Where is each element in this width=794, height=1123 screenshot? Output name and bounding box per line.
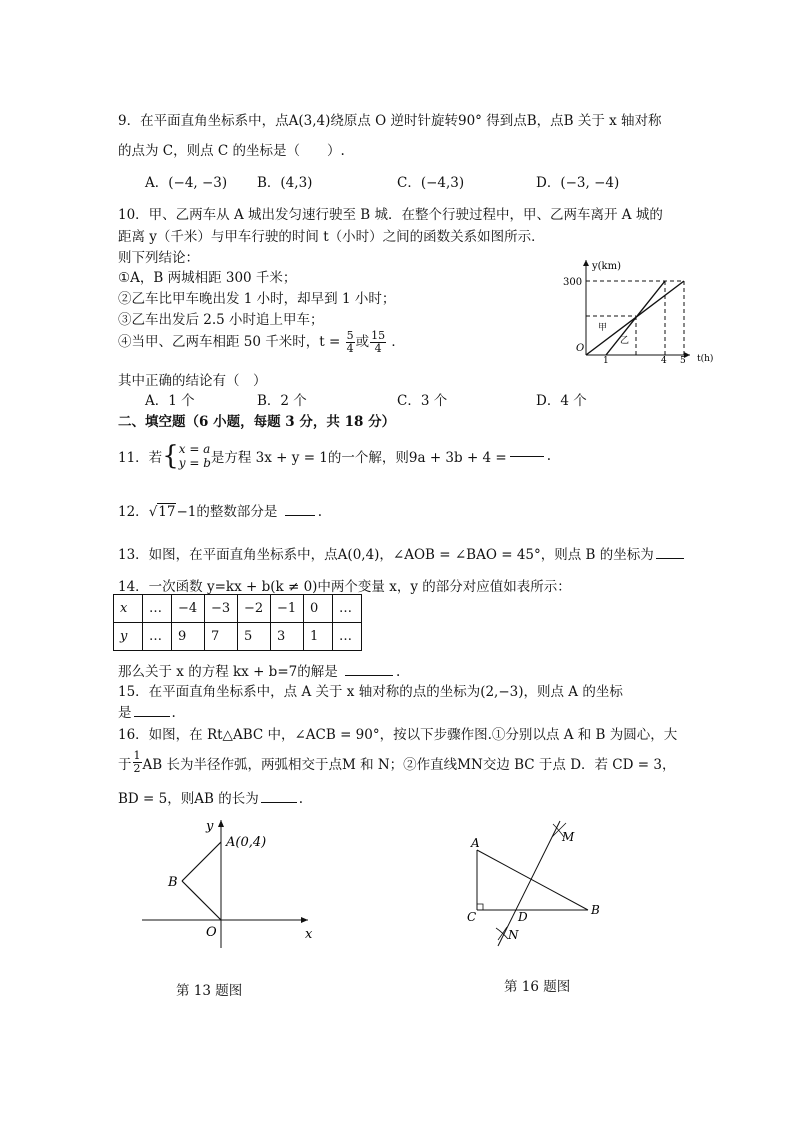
- q15-line1: 15．在平面直角坐标系中，点 A 关于 x 轴对称的点的坐标为(2,−3)，则点 A 的坐标: [118, 684, 623, 700]
- q16-half-fraction: [133, 750, 142, 775]
- q14-cell: …: [143, 623, 172, 651]
- q16-line1: 16．如图，在 Rt△ABC 中，∠ACB = 90°，按以下步骤作图.①分别以点 A 和 B 为圆心，大: [118, 727, 678, 743]
- q14-table: [113, 594, 362, 651]
- q10-tick-300: 300: [563, 277, 583, 288]
- q10-conclusion-4: [118, 330, 405, 355]
- fig13-segment-bo: [182, 881, 221, 920]
- q16-half-num: 1: [133, 749, 141, 762]
- q10-c4-end: ．: [391, 334, 405, 350]
- q15-end: .: [171, 705, 176, 721]
- q10-option-b: B．2 个: [257, 393, 307, 409]
- q11-sys-eq2: y = b: [178, 456, 211, 470]
- section2-heading: 二、填空题（6 小题，每题 3 分，共 18 分）: [118, 414, 396, 430]
- fig16-right-angle-mark: [477, 904, 483, 910]
- q10-option-c: C．3 个: [397, 393, 448, 409]
- q16-half-den: 2: [133, 762, 141, 775]
- q12-end: .: [317, 504, 322, 520]
- q14-cell: …: [143, 595, 172, 623]
- fig16-label-m: M: [562, 830, 575, 844]
- q10-c4-text: ④当甲、乙两车相距 50 千米时，t =: [118, 334, 341, 350]
- q12-text: −1的整数部分是: [176, 504, 278, 520]
- q10-line3: 则下列结论：: [118, 250, 199, 266]
- q12-radicand: 17: [158, 504, 176, 520]
- fig16-label-b: B: [591, 903, 600, 917]
- q9-line1: 9．在平面直角坐标系中，点A(3,4)绕原点 O 逆时针旋转90° 得到点B，点B 关于 x 轴对称: [118, 113, 662, 129]
- q14-cell: 9: [172, 623, 205, 651]
- q14-cell: −4: [172, 595, 205, 623]
- q9-option-a: A．(−4, −3): [145, 175, 228, 191]
- q14-answer-blank[interactable]: [345, 675, 393, 676]
- fig13-x-label: x: [305, 927, 313, 942]
- q15-answer-blank[interactable]: [134, 716, 170, 717]
- q9-option-d: D．(−3, −4): [536, 175, 620, 191]
- q14-cell: y: [114, 623, 143, 651]
- q14-text: 14．一次函数 y=kx + b(k ≠ 0)中两个变量 x，y 的部分对应值如表所示：: [118, 579, 571, 595]
- q14-end: .: [396, 664, 401, 680]
- q16-end: .: [298, 791, 303, 807]
- q10-y-arrow: [583, 260, 589, 266]
- q14-after: [118, 660, 400, 680]
- fig16-segment-ab: [477, 850, 588, 910]
- q14-row-x: [114, 595, 362, 623]
- q12-answer-blank[interactable]: [285, 515, 315, 516]
- q10-conclusion-2: ②乙车比甲车晚出发 1 小时，却早到 1 小时；: [118, 291, 396, 307]
- q10-f1-num: 5: [346, 329, 354, 342]
- q16-line2: [118, 750, 675, 775]
- q16-answer-blank[interactable]: [261, 802, 297, 803]
- fig13-label-b: B: [168, 875, 178, 890]
- q10-graph: [560, 255, 730, 370]
- q16-line3: [118, 787, 303, 807]
- fig13-caption: 第 13 题图: [176, 983, 243, 999]
- q10-label-jia: 甲: [598, 323, 608, 333]
- q12-sqrt: √17: [148, 504, 176, 520]
- q14-cell: 7: [205, 623, 238, 651]
- q10-c4-or: 或: [355, 334, 370, 350]
- q10-option-a: A．1 个: [145, 393, 195, 409]
- q16-line3-text: BD = 5，则AB 的长为: [118, 791, 259, 807]
- q10-option-d: D．4 个: [536, 393, 587, 409]
- figure-16: [460, 815, 620, 950]
- q12: [118, 500, 322, 520]
- q10-t-label: t(h): [697, 354, 714, 364]
- fig13-segment-ab: [182, 842, 221, 881]
- fig16-caption: 第 16 题图: [504, 979, 571, 995]
- q10-tick-4: 4: [661, 356, 667, 366]
- q14-cell: …: [333, 623, 362, 651]
- q11-sys-eq1: x = a: [178, 442, 211, 456]
- q16-line2-text: AB 长为半径作弧，两弧相交于点M 和 N；②作直线MN交边 BC 于点 D．若 CD = 3，: [142, 756, 676, 773]
- q10-tick-1: 1: [603, 356, 609, 366]
- q14-cell: 5: [238, 623, 271, 651]
- q10-tick-5: 5: [680, 356, 686, 366]
- q11: [118, 438, 551, 474]
- q11-system: [179, 442, 211, 470]
- q10-y-label: y(km): [592, 261, 621, 272]
- fig16-label-a: A: [471, 836, 480, 850]
- q11-end: .: [546, 448, 552, 464]
- q11-text: 是方程 3x + y = 1的一个解，则9a + 3b + 4 =: [210, 450, 507, 466]
- q13-text: 13．如图，在平面直角坐标系中，点A(0,4)，∠AOB = ∠BAO = 45°，则点 B 的坐标为: [118, 547, 654, 563]
- q14-cell: 1: [304, 623, 333, 651]
- fig16-label-c: C: [467, 910, 477, 924]
- q15-line2: [118, 701, 176, 721]
- q14-cell: −3: [205, 595, 238, 623]
- q16-line2-prefix: 于: [118, 756, 132, 773]
- q9-option-b: B．(4,3): [257, 175, 313, 191]
- q14-cell: −1: [271, 595, 304, 623]
- q10-conclusion-3: ③乙车出发后 2.5 小时追上甲车；: [118, 312, 324, 328]
- q11-brace: {: [162, 441, 179, 471]
- fig13-label-o: O: [206, 925, 217, 940]
- figure-13: [130, 812, 340, 952]
- q10-question: 其中正确的结论有（ ）: [118, 373, 267, 389]
- q10-fraction-1: [346, 330, 355, 355]
- q10-fraction-2: [370, 330, 386, 355]
- q10-label-yi: 乙: [620, 336, 630, 346]
- q10-line2: 距离 y（千米）与甲车行驶的时间 t（小时）之间的函数关系如图所示．: [118, 229, 545, 245]
- q10-f1-den: 4: [346, 342, 354, 355]
- q14-row-y: [114, 623, 362, 651]
- q10-conclusion-1: ①A，B 两城相距 300 千米；: [118, 270, 297, 286]
- q14-cell: x: [114, 595, 143, 623]
- q13: [118, 543, 684, 563]
- q14-cell: −2: [238, 595, 271, 623]
- q10-line1: 10．甲、乙两车从 A 城出发匀速行驶至 B 城．在整个行驶过程中，甲、乙两车离开 A 城的: [118, 207, 663, 223]
- q15-text: 是: [118, 705, 132, 721]
- q11-answer-blank[interactable]: [510, 456, 544, 457]
- fig13-label-a: A(0,4): [226, 835, 267, 850]
- q10-f2-num: 15: [371, 329, 386, 342]
- q9-option-c: C．(−4,3): [397, 175, 465, 191]
- fig13-y-arrow: [218, 820, 224, 827]
- q14-after-text: 那么关于 x 的方程 kx + b=7的解是: [118, 664, 338, 680]
- fig13-y-label: y: [206, 819, 214, 834]
- fig16-label-d: D: [518, 910, 528, 924]
- q14-cell: 0: [304, 595, 333, 623]
- q14-cell: …: [333, 595, 362, 623]
- q10-origin: O: [576, 343, 585, 354]
- q10-f2-den: 4: [374, 342, 382, 355]
- q9-line2: 的点为 C，则点 C 的坐标是（ ）.: [118, 143, 345, 159]
- q10-line-yi: [606, 281, 665, 355]
- q13-answer-blank[interactable]: [656, 558, 684, 559]
- q11-prefix: 11．若: [118, 450, 163, 466]
- fig13-x-arrow: [301, 917, 308, 923]
- q14-cell: 3: [271, 623, 304, 651]
- fig16-label-n: N: [508, 928, 519, 942]
- q12-prefix: 12．: [118, 504, 149, 520]
